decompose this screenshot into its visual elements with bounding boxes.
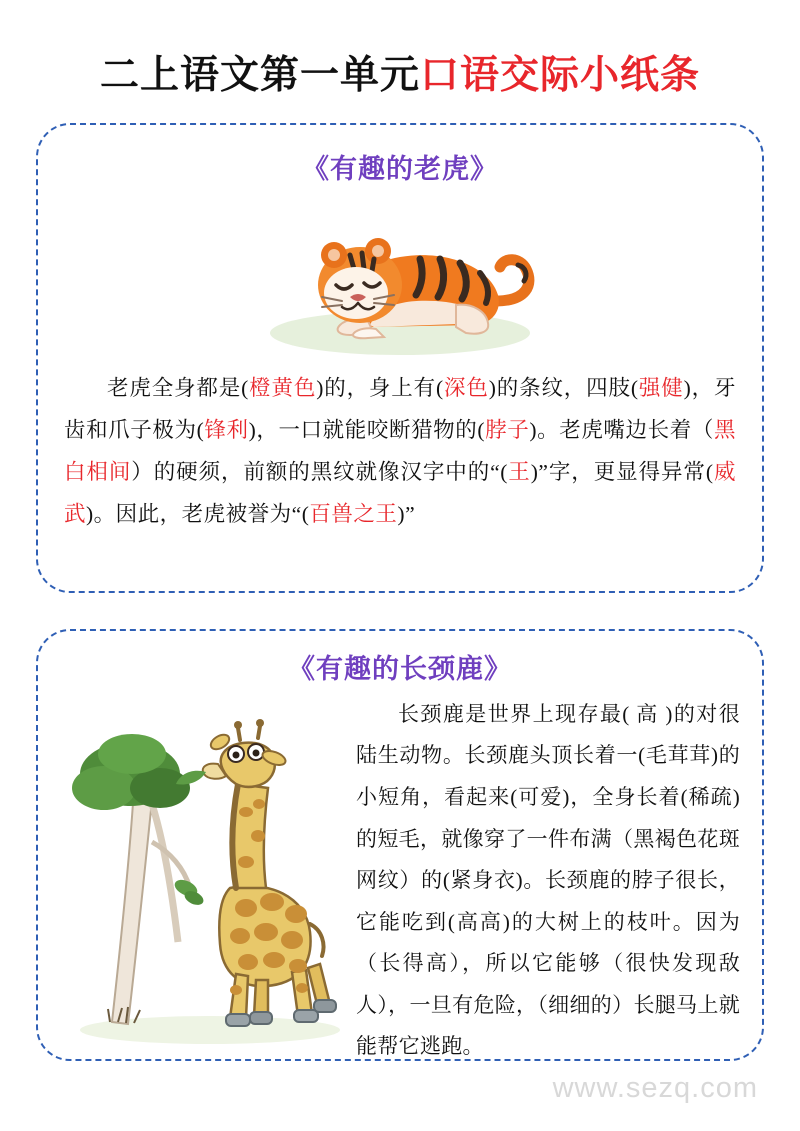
watermark: www.sezq.com [552, 1072, 758, 1104]
giraffe-seg-18: ），一旦有危险，（ [377, 992, 549, 1017]
giraffe-seg-2: )的对很陆生动物。长颈鹿头顶长着一( [356, 701, 741, 768]
tiger-seg-16: )。因此，老虎被誉为“( [86, 501, 310, 526]
giraffe-seg-15: 长得高 [379, 951, 450, 976]
tiger-seg-10: )。老虎嘴边长着（ [529, 417, 714, 442]
giraffe-seg-13: 高高 [455, 909, 503, 934]
giraffe-seg-12: )。长颈鹿的脖子很长，它能吃到( [356, 868, 740, 934]
tiger-seg-14: )”字，更显得异常( [530, 459, 714, 484]
tiger-seg-1: 橙黄色 [248, 375, 317, 400]
tiger-paragraph [64, 368, 736, 536]
giraffe-seg-11: 紧身衣 [450, 868, 516, 893]
giraffe-seg-8: )的短毛，就像穿了一件布满（ [356, 785, 740, 851]
tiger-seg-9: 脖子 [485, 417, 530, 442]
giraffe-seg-3: 毛茸茸 [645, 743, 711, 768]
tiger-card [36, 123, 764, 593]
tiger-seg-0: 老虎全身都是( [107, 375, 249, 400]
tiger-seg-2: )的，身上有( [316, 375, 444, 400]
giraffe-seg-4: )的小短角，看起来( [356, 743, 740, 809]
giraffe-content-row [60, 692, 740, 1068]
giraffe-text-column [350, 692, 740, 1068]
page-title-black: 二上语文第一单元 [99, 54, 420, 97]
tiger-seg-12: ）的硬须，前额的黑纹就像汉字中的“( [131, 459, 508, 484]
giraffe-seg-0: 长颈鹿是世界上现存最( [398, 701, 637, 726]
giraffe-illustration [60, 692, 350, 1052]
giraffe-seg-14: )的大树上的枝叶。因为（ [356, 909, 741, 976]
tiger-illustration [64, 188, 736, 368]
tiger-icon [250, 193, 550, 363]
tiger-heading: 《有趣的老虎》 [302, 153, 498, 184]
page-title [36, 54, 764, 99]
giraffe-icon [60, 692, 350, 1052]
tiger-seg-8: )，一口就能咬断猎物的( [248, 417, 486, 442]
page-title-red: 口语交际小纸条 [420, 54, 701, 97]
tiger-seg-6: )，牙齿和爪子极为( [64, 375, 736, 442]
giraffe-seg-16: ），所以它能够（ [449, 951, 626, 976]
giraffe-seg-20: ）长腿马上就能帮它逃跑。 [356, 992, 740, 1059]
giraffe-seg-9: 黑褐色花斑网纹 [356, 826, 740, 893]
tiger-seg-18: )” [397, 501, 416, 526]
giraffe-seg-17: 很快发现敌人 [356, 951, 740, 1017]
giraffe-seg-5: 可爱 [517, 785, 563, 809]
tiger-seg-7: 锋利 [204, 417, 249, 442]
tiger-seg-5: 强健 [638, 375, 684, 400]
giraffe-seg-10: ）的( [399, 868, 451, 893]
tiger-seg-15: 威武 [64, 459, 736, 526]
giraffe-heading: 《有趣的长颈鹿》 [288, 653, 512, 684]
tiger-seg-4: )的条纹，四肢( [488, 375, 639, 400]
tiger-seg-3: 深色 [443, 375, 489, 400]
tiger-seg-13: 王 [507, 459, 531, 484]
tiger-seg-17: 百兽之王 [309, 501, 398, 526]
card-spacer [36, 593, 764, 629]
giraffe-seg-7: 稀疏 [687, 785, 733, 809]
giraffe-seg-6: )，全身长着( [562, 785, 688, 809]
giraffe-paragraph [356, 694, 740, 1068]
giraffe-seg-1: 高 [636, 701, 659, 726]
giraffe-card [36, 629, 764, 1061]
tiger-seg-11: 黑白相间 [64, 417, 736, 484]
giraffe-seg-19: 细细的 [548, 992, 613, 1017]
